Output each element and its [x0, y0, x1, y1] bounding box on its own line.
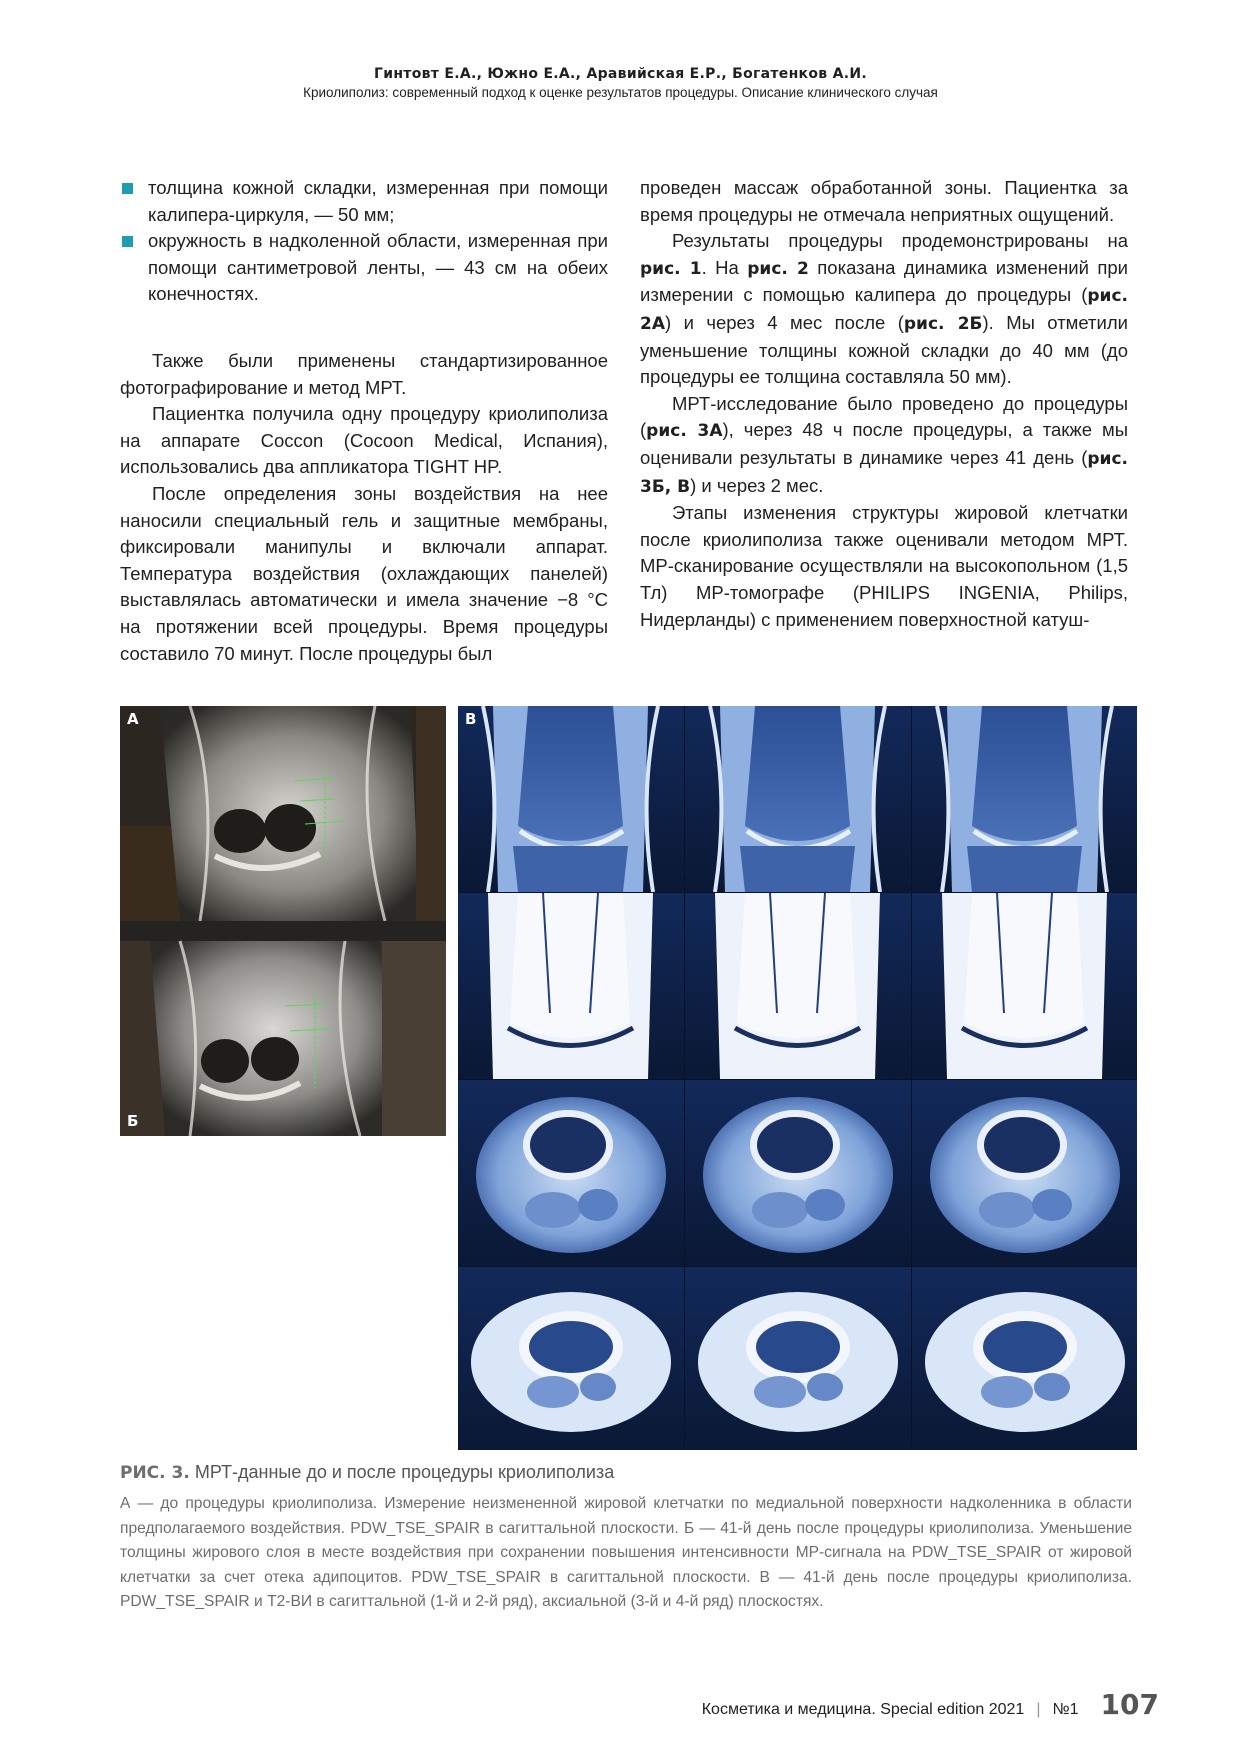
list-item: толщина кожной складки, измеренная при помощи калипера-циркуля, — 50 мм;: [120, 175, 608, 228]
header-authors: Гинтовт Е.А., Южно Е.А., Аравийская Е.Р., Богатенков А.И.: [374, 66, 867, 82]
figure-reference: рис. 2А: [640, 286, 1128, 334]
bullet-square-icon: [122, 236, 133, 247]
page-footer: [702, 1688, 1159, 1721]
caption-text: А — до процедуры криолиполиза. Измерение неизмененной жировой клетчатки по медиальной поверхности надколенника в области предполагаемого воздействия. PDW_TSE_SPAIR в сагиттальной плоскости. Б — 41-й день после процедуры криолиполиза. Уменьшение толщины жирового слоя в месте воздействия при сохранении повышения интенсивности МР-сигнала на PDW_TSE_SPAIR от жировой клетчатки за счет отека адипоцитов. PDW_TSE_SPAIR в сагиттальной плоскости. В — 41-й день после процедуры криолиполиза. PDW_TSE_SPAIR и T2-ВИ в сагиттальной (1-й и 2-й ряд), аксиальной (3-й и 4-й ряд) плоскостях.: [120, 1495, 1132, 1611]
figure-reference: рис. 1: [640, 258, 702, 279]
figure-reference: рис. 2Б: [903, 313, 983, 334]
left-column: [120, 175, 608, 667]
mri-image-v: [458, 706, 1137, 1450]
list-item: окружность в надколенной области, измеренная при помощи сантиметровой ленты, — 43 см на обеих конечностях.: [120, 228, 608, 308]
paragraph: проведен массаж обработанной зоны. Пациентка за время процедуры не отмечала неприятных ощущений.: [640, 177, 1128, 225]
right-column: [640, 175, 1128, 633]
bullet-list: [120, 175, 608, 308]
figure-reference: рис. 3А: [646, 421, 723, 442]
issue-number: №1: [1052, 1701, 1079, 1718]
mri-film-grid-image: [458, 706, 1137, 1450]
figure-reference: рис. 3Б, В: [640, 448, 1128, 497]
paragraph: Результаты процедуры продемонстрированы на рис. 1. На рис. 2 показана динамика изменений при измерении с помощью калипера до процедуры (рис. 2А) и через 4 мес после (рис. 2Б). Мы отметили уменьшение толщины кожной складки до 40 мм (до процедуры ее толщина составляла 50 мм).: [640, 230, 1128, 388]
footer-separator: |: [1036, 1701, 1041, 1718]
figure-caption: [120, 1462, 1132, 1615]
running-header: [0, 66, 1241, 100]
bullet-square-icon: [122, 183, 133, 194]
paragraph: Пациентка получила одну процедуру криолиполиза на аппарате Coccon (Cocoon Medical, Испания), использовались два аппликатора TIGHT HP.: [120, 403, 608, 478]
journal-name: Косметика и медицина. Special edition 2021: [701, 1701, 1025, 1718]
paragraph: Также были применены стандартизированное фотографирование и метод МРТ.: [120, 349, 608, 398]
mri-image-a: [120, 706, 446, 921]
mri-image-b: [120, 921, 446, 1136]
panel-label-a: А: [127, 710, 139, 728]
panel-label-b: Б: [127, 1112, 139, 1130]
paragraph: МРТ-исследование было проведено до процедуры (рис. 3А), через 48 ч после процедуры, а также мы оценивали результаты в динамике через 41 день (рис. 3Б, В) и через 2 мес.: [640, 392, 1128, 497]
panel-label-v: В: [465, 710, 477, 728]
figure-reference: рис. 2: [747, 258, 809, 279]
paragraph: Этапы изменения структуры жировой клетчатки после криолиполиза также оценивали методом МРТ. МР-сканирование осуществляли на высокопольном (1,5 Тл) МР-томографе (PHILIPS INGENIA, Philips, Нидерланды) с применением поверхностной катуш-: [640, 502, 1128, 630]
paragraph: После определения зоны воздействия на нее наносили специальный гель и защитные мембраны, фиксировали манипулы и включали аппарат. Температура воздействия (охлаждающих панелей) выставлялась автоматически и имела значение −8 °С на протяжении всей процедуры. Время процедуры составило 70 минут. После процедуры был: [120, 482, 608, 664]
header-subtitle: Криолиполиз: современный подход к оценке результатов процедуры. Описание клинического случая: [303, 85, 938, 100]
mri-knee-sagittal-image: [120, 921, 446, 1136]
figure-3: [120, 706, 1137, 1450]
page-number: 107: [1100, 1688, 1159, 1721]
mri-knee-sagittal-image: [120, 706, 446, 921]
caption-title: РИС. 3. МРТ-данные до и после процедуры криолиполиза: [120, 1462, 615, 1483]
